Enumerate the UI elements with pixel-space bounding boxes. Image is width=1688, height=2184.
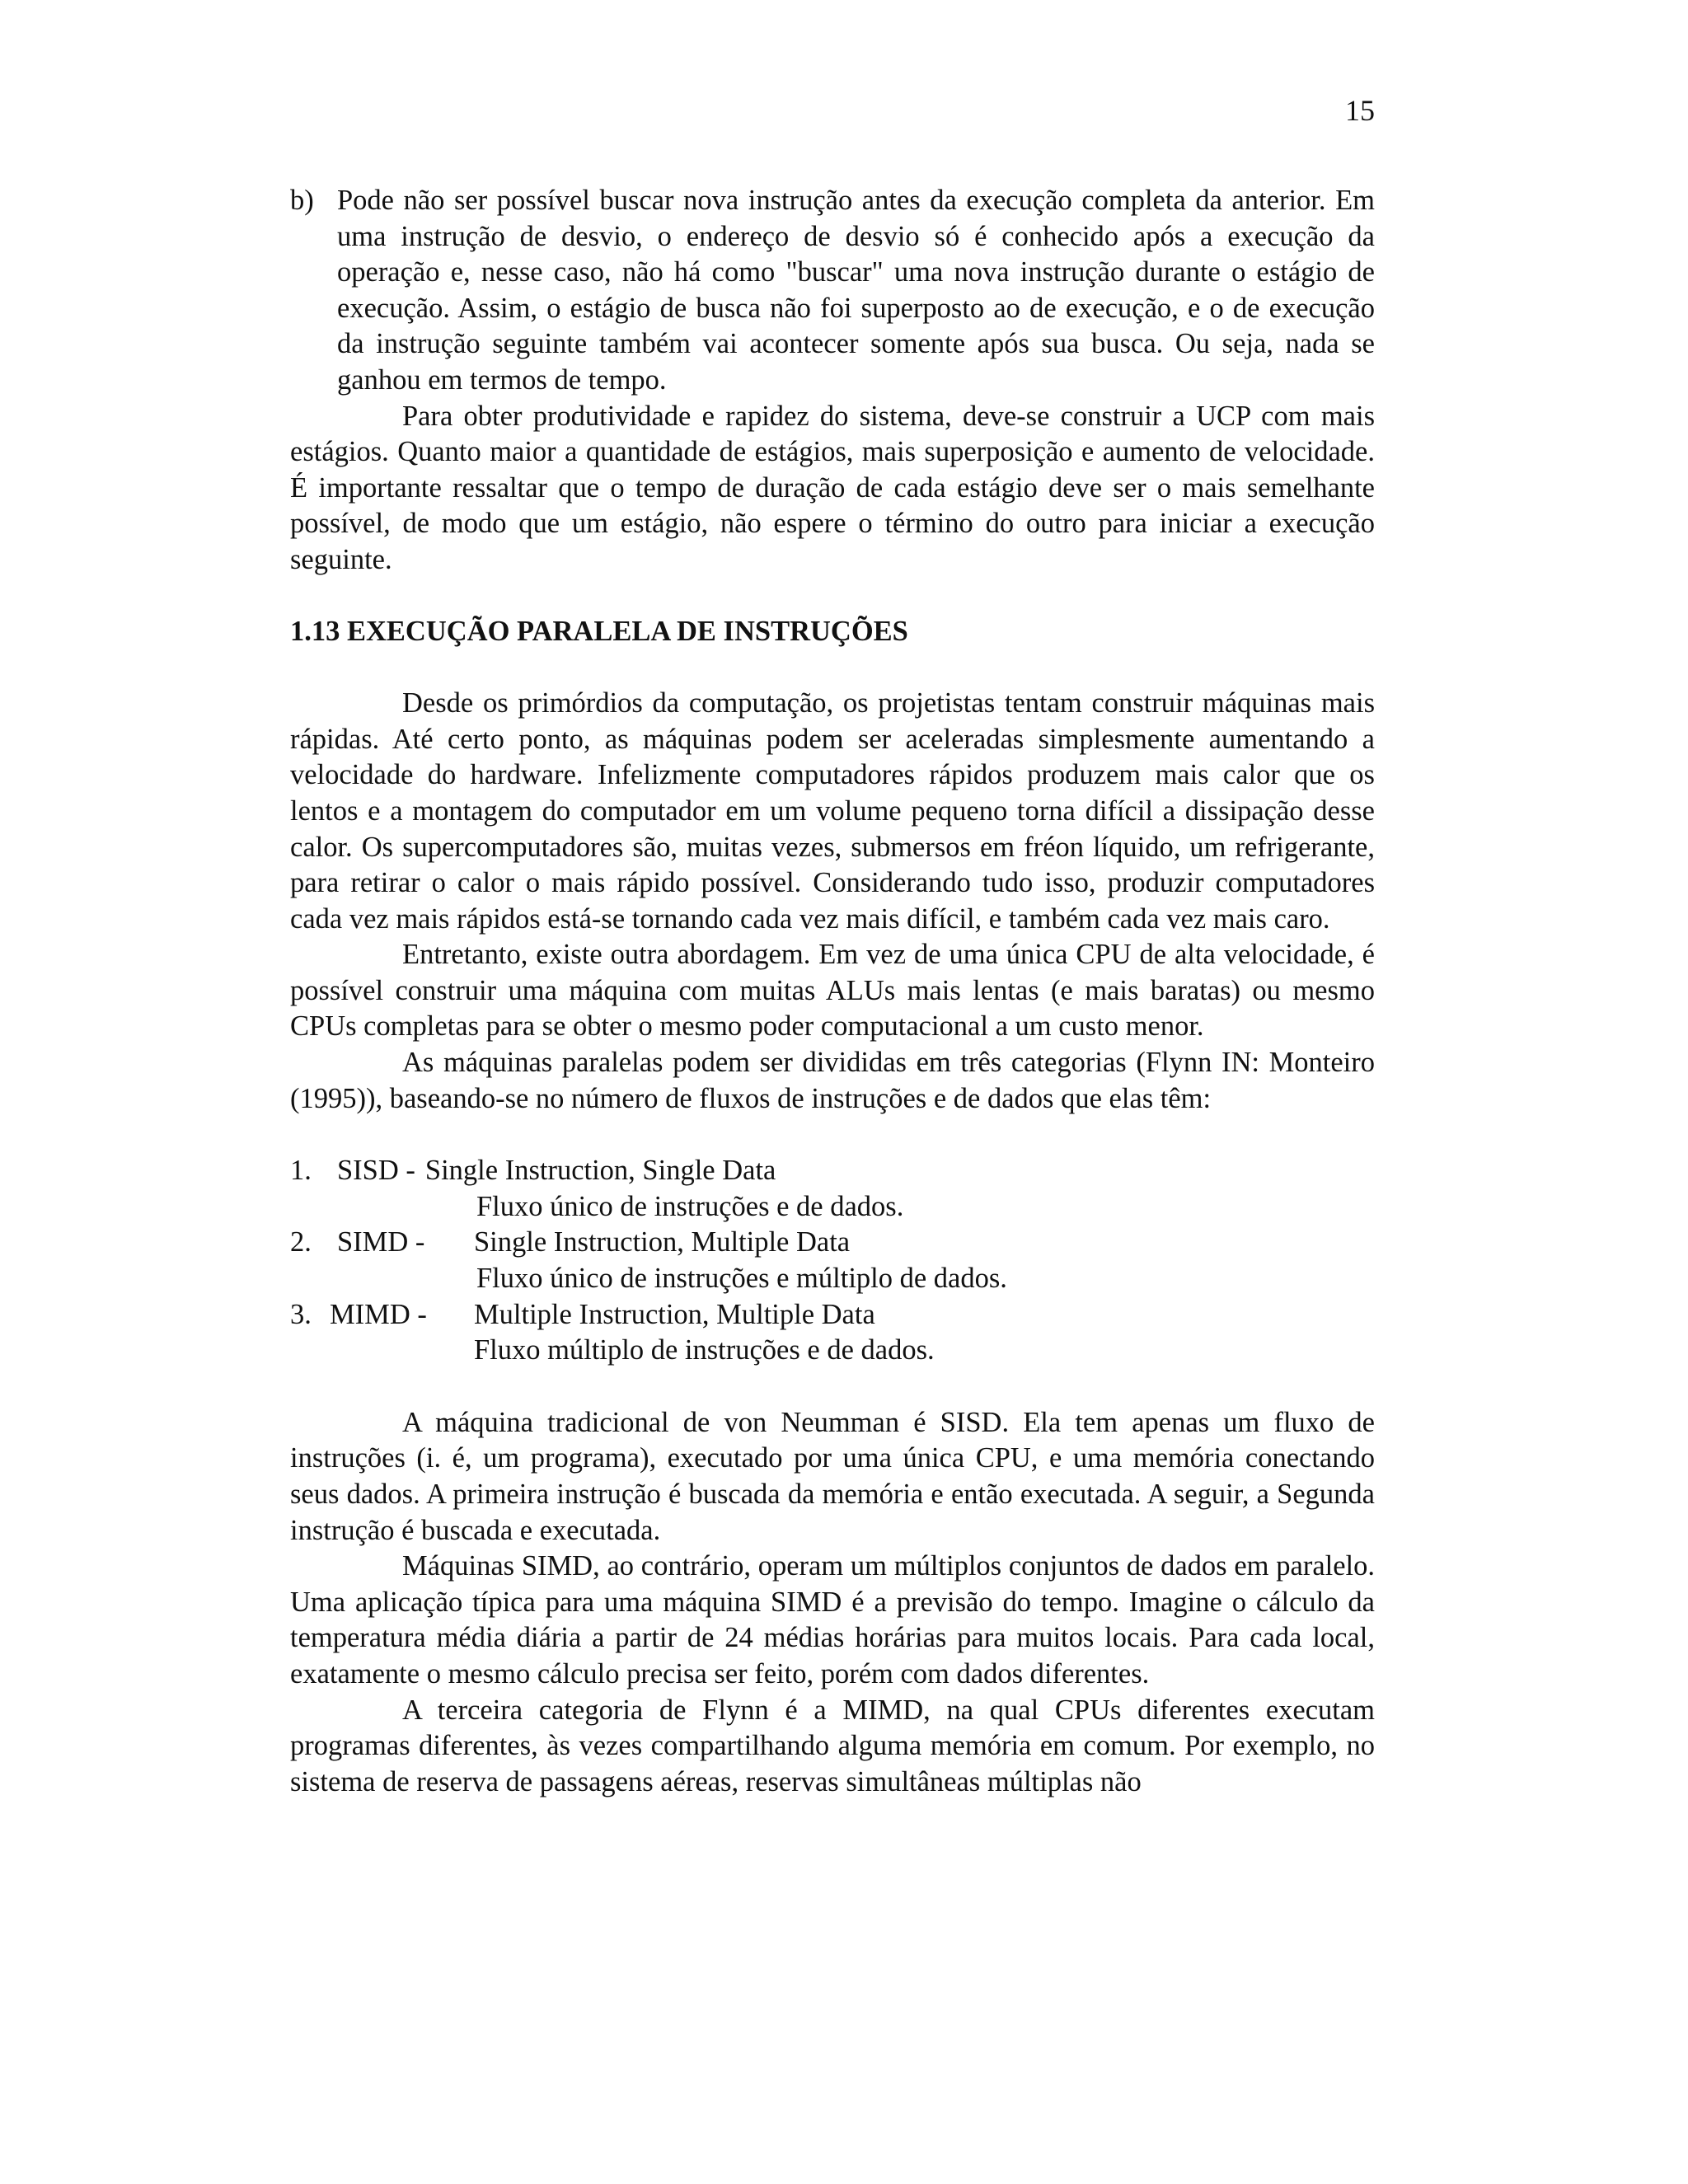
list-item-number: 3.	[290, 1298, 312, 1330]
list-item-name: Single Instruction, Single Data	[424, 1155, 776, 1187]
list-item-simd	[290, 1225, 1375, 1261]
paragraph-approach: Entretanto, existe outra abordagem. Em vez de uma única CPU de alta velocidade, é possível construir uma máquina com muitas ALUs mais lentas (e mais baratas) ou mesmo CPUs completas para se obter o mesmo poder computacional a um custo menor.	[290, 939, 1375, 1043]
list-item-name: Multiple Instruction, Multiple Data	[474, 1298, 875, 1330]
list-item-mimd	[290, 1297, 1375, 1333]
list-item-b	[290, 183, 1375, 399]
paragraph-mimd: A terceira categoria de Flynn é a MIMD, na qual CPUs diferentes executam programas diferentes, às vezes compartilhando alguma memória em comum. Por exemplo, no sistema de reserva de passagens aéreas, reservas simultâneas múltiplas não	[290, 1694, 1375, 1797]
paragraph-history: Desde os primórdios da computação, os projetistas tentam construir máquinas mais rápidas. Até certo ponto, as máquinas podem ser aceleradas simplesmente aumentando a velocidade do hardware. Infelizmente computadores rápidos produzem mais calor que os lentos e a montagem do computador em um volume pequeno torna difícil a dissipação desse calor. Os supercomputadores são, muitas vezes, submersos em fréon líquido, um refrigerante, para retirar o calor o mais rápido possível. Considerando tudo isso, produzir computadores cada vez mais rápidos está-se tornando cada vez mais difícil, e também cada vez mais caro.	[290, 687, 1375, 935]
list-item-number: 1.	[290, 1155, 312, 1187]
paragraph-sisd: A máquina tradicional de von Neumman é SISD. Ela tem apenas um fluxo de instruções (i. é, um programa), executado por uma única CPU, e uma memória conectando seus dados. A primeira instrução é buscada da memória e então executada. A seguir, a Segunda instrução é buscada e executada.	[290, 1406, 1375, 1546]
paragraph-simd: Máquinas SIMD, ao contrário, operam um múltiplos conjuntos de dados em paralelo. Uma aplicação típica para uma máquina SIMD é a previsão do tempo. Imagine o cálculo da temperatura média diária a partir de 24 médias horárias para muitos locais. Para cada local, exatamente o mesmo cálculo precisa ser feito, porém com dados diferentes.	[290, 1550, 1375, 1690]
list-item-description: Fluxo múltiplo de instruções e de dados.	[474, 1334, 935, 1366]
page-content	[290, 183, 1375, 1800]
list-item-abbreviation: MIMD -	[330, 1298, 427, 1330]
list-item-abbreviation: SISD -	[337, 1155, 415, 1187]
list-item-marker: b)	[290, 185, 314, 216]
list-item-abbreviation: SIMD -	[337, 1226, 425, 1258]
list-item-description: Fluxo único de instruções e múltiplo de dados.	[476, 1263, 1007, 1295]
list-item-number: 2.	[290, 1226, 312, 1258]
flynn-category-list	[290, 1153, 1375, 1369]
section-heading: 1.13 EXECUÇÃO PARALELA DE INSTRUÇÕES	[290, 615, 908, 647]
list-item-name: Single Instruction, Multiple Data	[474, 1226, 851, 1258]
paragraph-categories-intro: As máquinas paralelas podem ser divididas em três categorias (Flynn IN: Monteiro (1995)), baseando-se no número de fluxos de instruções e de dados que elas têm:	[290, 1047, 1375, 1114]
list-item-b-text: Pode não ser possível buscar nova instrução antes da execução completa da anterior. Em uma instrução de desvio, o endereço de desvio só é conhecido após a execução da operação e, nesse caso, não há como "buscar" uma nova instrução durante o estágio de execução. Assim, o estágio de busca não foi superposto ao de execução, e o de execução da instrução seguinte também vai acontecer somente após sua busca. Ou seja, nada se ganhou em termos de tempo.	[337, 185, 1375, 396]
list-item-sisd	[290, 1153, 1375, 1189]
page-number: 15	[1345, 94, 1375, 127]
list-item-description: Fluxo único de instruções e de dados.	[476, 1190, 904, 1222]
paragraph-ucp: Para obter produtividade e rapidez do sistema, deve-se construir a UCP com mais estágios. Quanto maior a quantidade de estágios, mais superposição e aumento de velocidade. É importante ressaltar que o tempo de duração de cada estágio deve ser o mais semelhante possível, de modo que um estágio, não espere o término do outro para iniciar a execução seguinte.	[290, 400, 1375, 575]
